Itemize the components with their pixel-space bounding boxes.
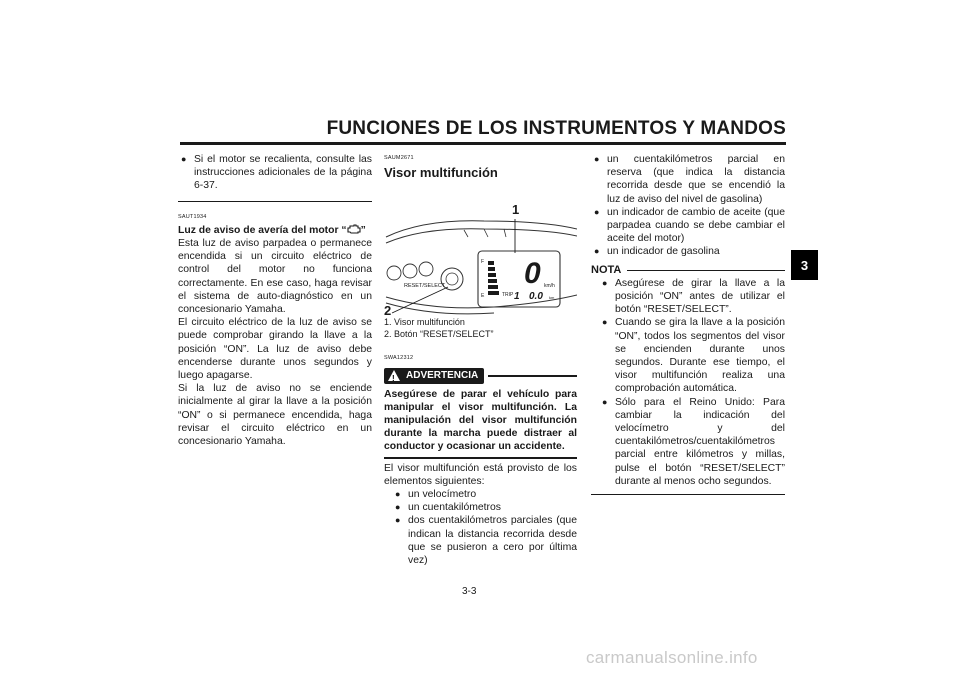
figure-caption-2: 2. Botón “RESET/SELECT” (384, 329, 494, 340)
multifunction-display-heading: Visor multifunción (384, 165, 498, 181)
header-rule (180, 142, 786, 145)
trip-label: TRIP (502, 292, 514, 299)
trip-digit: 1 (514, 291, 520, 303)
watermark: carmanualsonline.info (586, 648, 758, 667)
list-item: ● un cuentakilómetros parcial en reserva (que indica la distancia recorrida desde que se encendió la luz de aviso del nivel de gasolina) (591, 153, 785, 206)
note-item: ● Asegúrese de girar la llave a la posición “ON” antes de utilizar el botón “RESET/SELECT”. (599, 277, 785, 317)
engine-icon (347, 224, 361, 234)
warning-rule (488, 375, 577, 377)
list-item: ● un indicador de gasolina (591, 245, 785, 258)
engine-warning-heading-end: ” (360, 224, 366, 236)
note-label: NOTA (591, 263, 622, 276)
column-left (178, 152, 372, 448)
speed-digit: 0 (524, 257, 541, 291)
note-item: ● Sólo para el Reino Unido: Para cambiar la indicación del velocímetro y del cuentakilómetros/cuentakilómetros parcial entre kilómetros y millas, pulse el botón “RESET/SELECT” durante al menos ocho segundos. (599, 396, 785, 488)
section-code: SAUM2671 (384, 155, 414, 161)
bullet-overheat: ● Si el motor se recalienta, consulte las instrucciones adicionales de la página 6-37. (178, 153, 372, 193)
warning-banner (384, 368, 577, 384)
note-item: ● Cuando se gira la llave a la posición “ON”, todos los segmentos del visor se encienden durante unos segundos. Durante ese tiempo, el visor multifunción realiza una comprobación automática. (599, 316, 785, 395)
warning-label: ADVERTENCIA (406, 370, 479, 381)
engine-warning-p2: El circuito eléctrico de la luz de aviso se puede comprobar girando la llave a la posición “ON”. La luz de aviso debe encenderse durante unos segundos y luego apagarse. (178, 317, 372, 382)
column-right (591, 152, 785, 495)
engine-warning-heading-text: Luz de aviso de avería del motor “ (178, 224, 347, 236)
multifunction-display-figure (384, 179, 577, 317)
warning-end-rule (384, 457, 577, 459)
warning-triangle-icon: ! (388, 370, 400, 381)
display-item-list (384, 488, 577, 567)
list-item: ● dos cuentakilómetros parciales (que indican la distancia recorrida desde que se pusieron a cero por última vez) (392, 514, 577, 567)
instrument-illustration (384, 179, 577, 317)
list-item: ● un velocímetro (392, 488, 577, 501)
page-number: 3-3 (462, 586, 477, 597)
engine-warning-p1: Esta luz de aviso parpadea o permanece encendida si un circuito eléctrico de control del motor no funciona correctamente. En ese caso, haga revisar el sistema de auto-diagnóstico en un concesionario Yamaha. (178, 238, 372, 316)
reset-select-label: RESET/SELECT (404, 283, 446, 290)
list-item: ● un cuentakilómetros (392, 501, 577, 514)
note-list (591, 277, 785, 488)
figure-caption-1: 1. Visor multifunción (384, 317, 465, 328)
speed-unit: km/h (544, 283, 555, 290)
note-end-rule (591, 494, 785, 495)
warning-badge (384, 368, 484, 384)
trip-unit: km (549, 295, 555, 301)
trip-value: 0.0 (529, 291, 543, 303)
column-middle (384, 152, 577, 567)
engine-warning-heading (178, 224, 372, 237)
note-rule (627, 270, 785, 271)
warning-text: Asegúrese de parar el vehículo para manipular el visor multifunción. La manipulación del visor multifunción durante la marcha puede distraer al conductor y ocasionar un accidente. (384, 388, 577, 453)
callout-1: 1 (512, 202, 520, 218)
page-header-title: FUNCIONES DE LOS INSTRUMENTOS Y MANDOS (326, 118, 786, 139)
fuel-full-label: F (481, 259, 485, 266)
warning-code: SWA12312 (384, 355, 414, 362)
engine-warning-p3: Si la luz de aviso no se enciende inicialmente al girar la llave a la posición “ON” o si permanece encendida, haga revisar el circuito eléctrico en un concesionario Yamaha. (178, 383, 372, 448)
chapter-tab: 3 (791, 250, 818, 280)
section-code: SAUT1934 (178, 213, 207, 220)
display-intro: El visor multifunción está provisto de los elementos siguientes: (384, 462, 577, 487)
list-item: ● un indicador de cambio de aceite (que parpadea cuando se debe cambiar el aceite del motor) (591, 206, 785, 246)
note-header (591, 264, 785, 277)
fuel-empty-label: E (481, 293, 485, 300)
callout-2: 2 (384, 303, 392, 318)
section-divider (178, 201, 372, 202)
